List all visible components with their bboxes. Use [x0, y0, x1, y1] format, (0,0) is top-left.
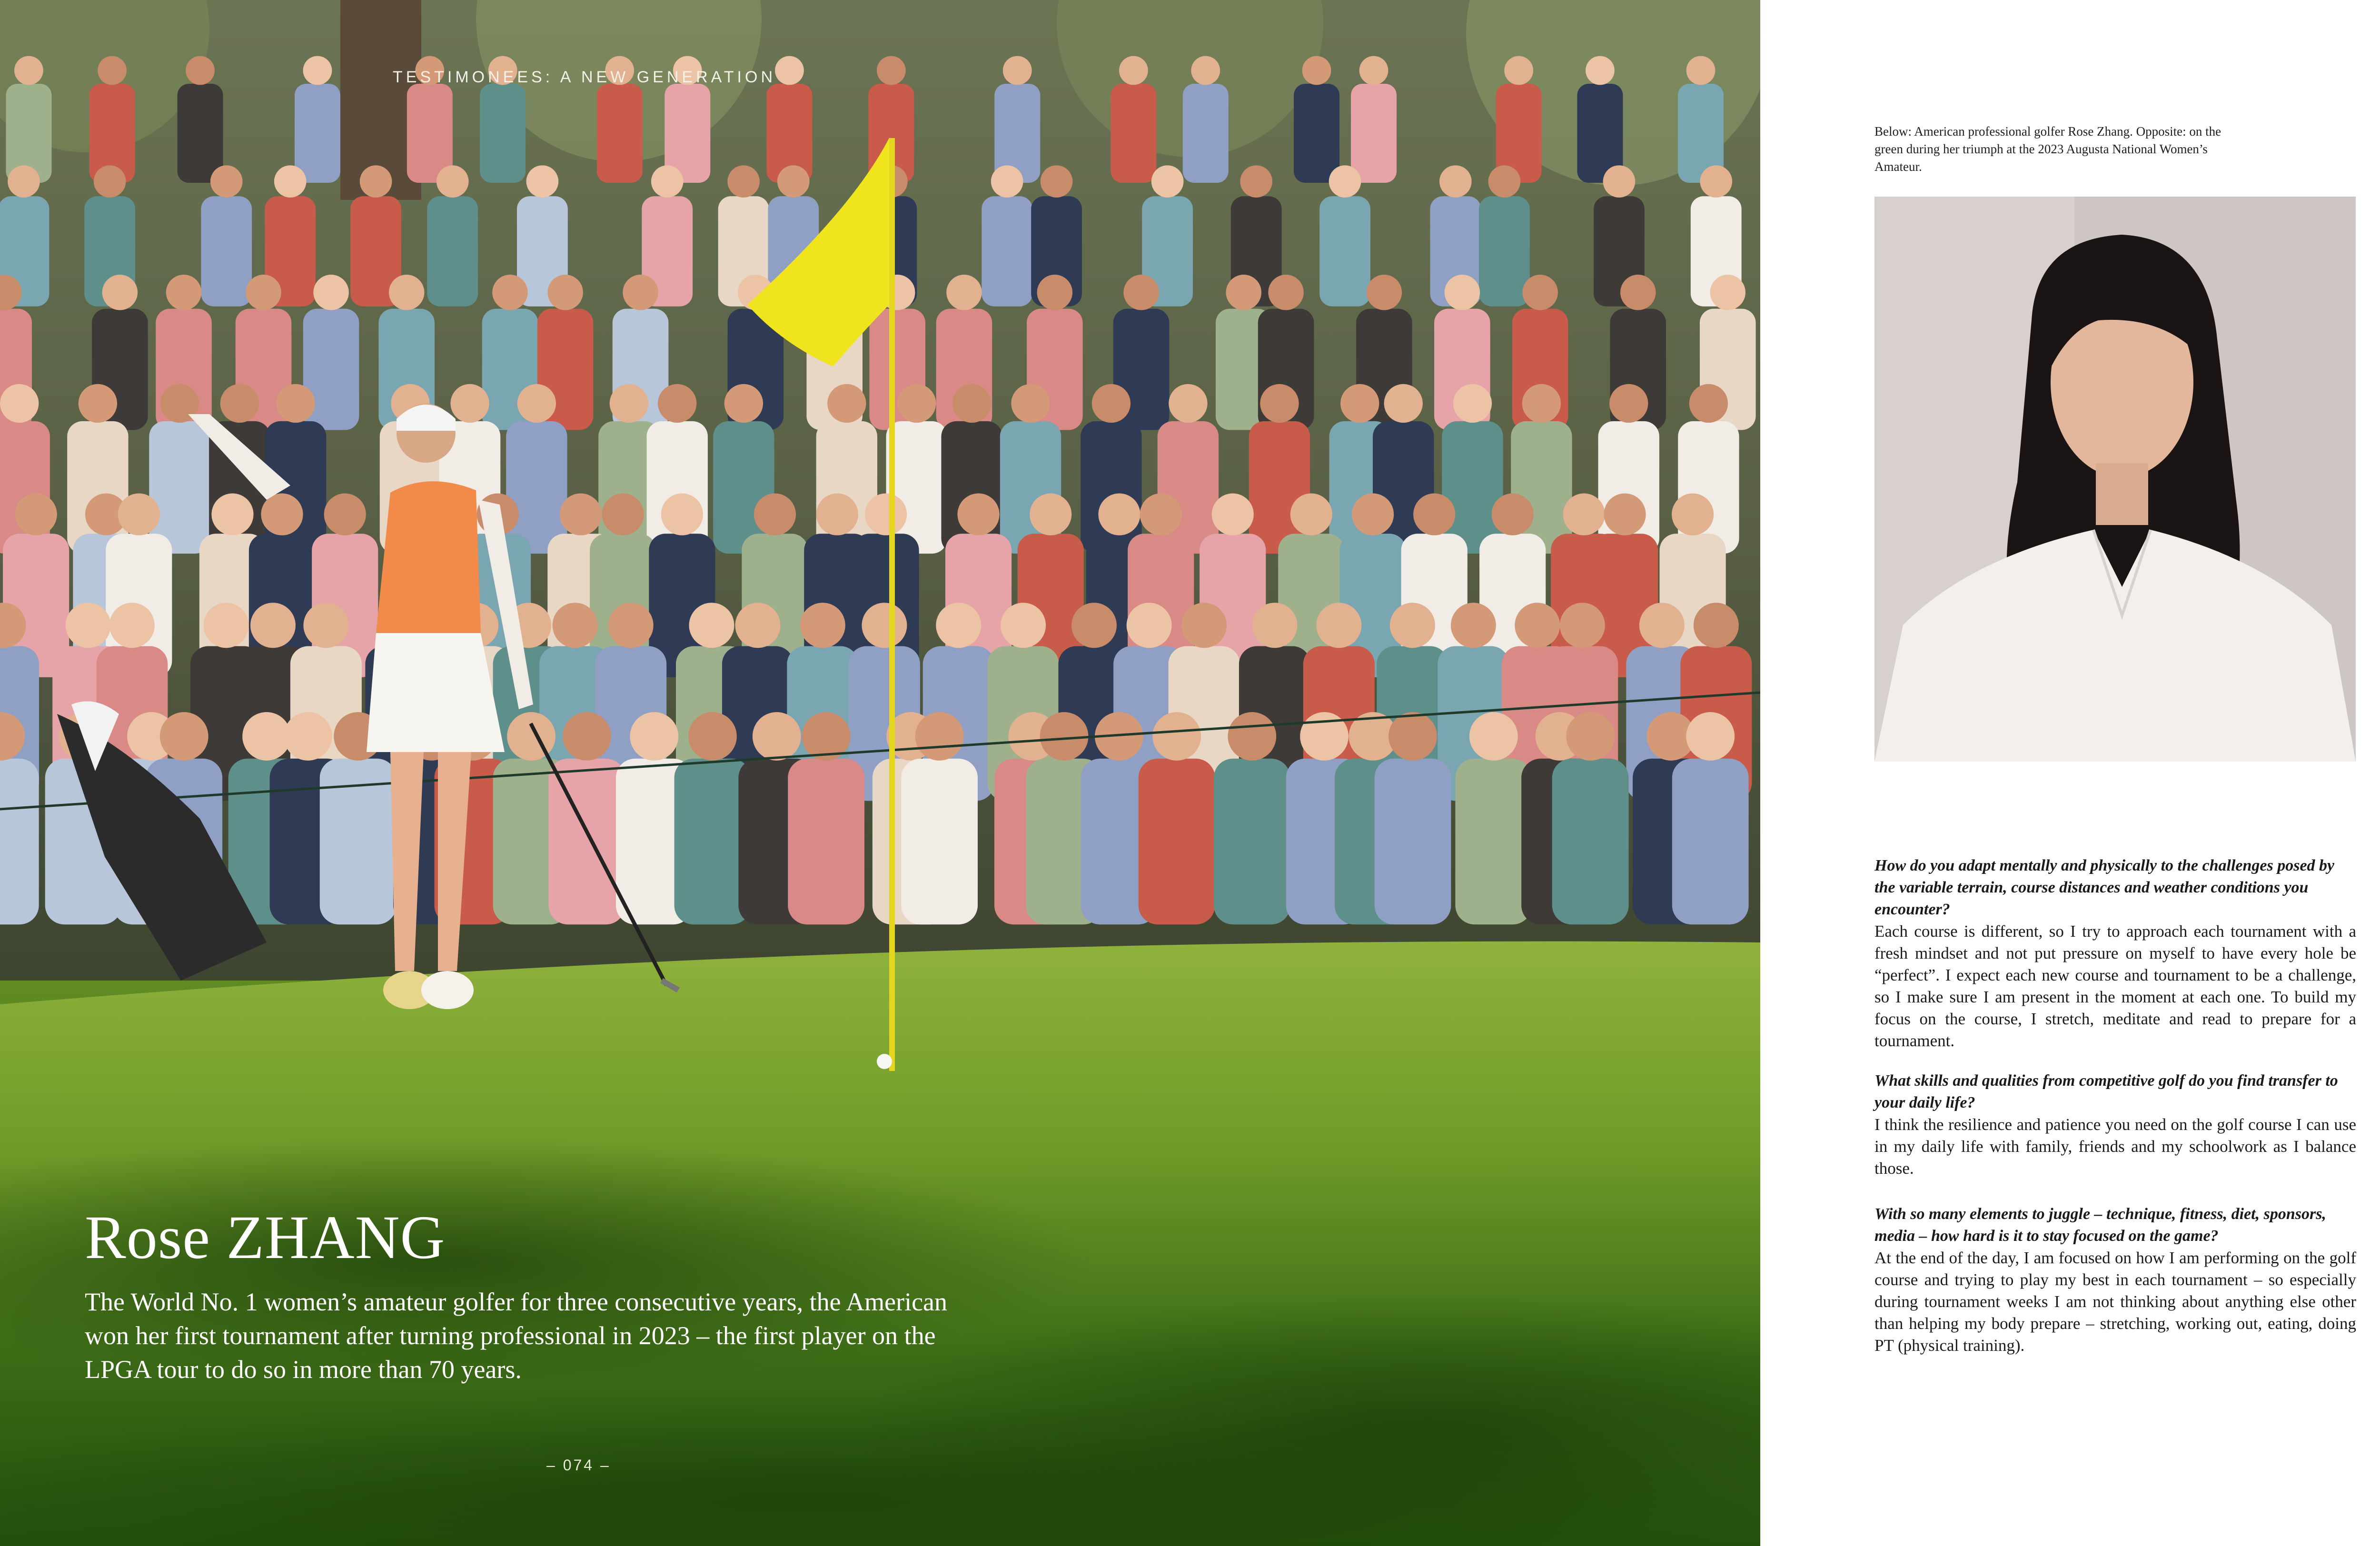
spectator-body — [1375, 759, 1451, 924]
spectator-head — [936, 603, 981, 648]
spectator-head — [877, 56, 906, 85]
spectator-body — [1139, 759, 1215, 924]
spectator-head — [1439, 165, 1472, 198]
spectator-head — [991, 165, 1023, 198]
question-text: How do you adapt mentally and physically to the challenges posed by the variable terrain, course distances and weather conditions you encounter? — [1874, 857, 2335, 918]
spectator-head — [630, 712, 678, 761]
spectator-head — [66, 603, 111, 648]
portrait-illustration — [1874, 197, 2356, 762]
spectator-head — [1689, 384, 1728, 423]
spectator-head — [1302, 56, 1331, 85]
spectator-body — [1111, 84, 1156, 183]
spectator-head — [897, 384, 936, 423]
photo-caption: Below: American professional golfer Rose Zhang. Opposite: on the green during her triumph at the 2023 Augusta National Women’s Amateur. — [1874, 124, 2221, 174]
spectator-head — [1384, 384, 1423, 423]
spectator-head — [608, 603, 654, 648]
spectator-head — [563, 712, 611, 761]
spectator-body — [901, 759, 978, 924]
spectator-head — [1515, 603, 1560, 648]
spectator-head — [1037, 275, 1072, 310]
spectator-head — [827, 384, 866, 423]
spectator-head — [651, 165, 684, 198]
spectator-head — [1352, 494, 1394, 535]
spectator-head — [727, 165, 760, 198]
spectator-head — [1604, 494, 1646, 535]
spectator-head — [1359, 56, 1388, 85]
spectator-head — [862, 603, 907, 648]
spectator-head — [1252, 603, 1297, 648]
spectator-head — [8, 165, 40, 198]
spectator-head — [1388, 712, 1437, 761]
spectator-head — [246, 275, 281, 310]
interview-qa-2 — [1874, 1070, 2356, 1179]
spectator-head — [389, 275, 424, 310]
spectator-head — [1228, 712, 1276, 761]
spectator-head — [661, 494, 703, 535]
spectator-head — [1492, 494, 1534, 535]
spectator-body — [788, 759, 864, 924]
spectator-head — [1151, 165, 1184, 198]
spectator-head — [1710, 275, 1745, 310]
spectator-head — [1030, 494, 1071, 535]
spectator-head — [102, 275, 138, 310]
spectator-body — [1672, 759, 1749, 924]
spectator-body — [1319, 196, 1370, 306]
spectator-head — [1140, 494, 1182, 535]
page-number: – 074 – — [546, 1457, 611, 1474]
spectator-head — [1390, 603, 1435, 648]
spectator-head — [1469, 712, 1518, 761]
spectator-head — [1566, 712, 1615, 761]
spectator-head — [1522, 275, 1557, 310]
spectator-head — [1340, 384, 1379, 423]
spectator-head — [1672, 494, 1714, 535]
spectator-head — [553, 603, 598, 648]
spectator-body — [1183, 84, 1229, 183]
spectator-head — [1563, 494, 1605, 535]
spectator-head — [0, 384, 39, 423]
spectator-head — [450, 384, 489, 423]
spectator-head — [915, 712, 964, 761]
spectator-head — [1123, 275, 1159, 310]
spectator-head — [1620, 275, 1656, 310]
spectator-head — [1127, 603, 1172, 648]
spectator-head — [1226, 275, 1261, 310]
spectator-head — [1639, 603, 1685, 648]
spectator-head — [1488, 165, 1521, 198]
spectator-head — [688, 712, 737, 761]
spectator-head — [210, 165, 243, 198]
spectator-head — [1268, 275, 1303, 310]
spectator-head — [1504, 56, 1533, 85]
question-text: With so many elements to juggle – technique, fitness, diet, sponsors, media – how hard is it to stay focused on the game? — [1874, 1205, 2326, 1245]
spectator-body — [201, 196, 252, 306]
spectator-head — [94, 165, 126, 198]
interview-page — [1760, 0, 2380, 1546]
spectator-head — [957, 494, 999, 535]
spectator-head — [724, 384, 763, 423]
spectator-head — [1686, 712, 1735, 761]
spectator-head — [658, 384, 696, 423]
spectator-head — [324, 494, 366, 535]
spectator-head — [1453, 384, 1492, 423]
spectator-head — [1260, 384, 1299, 423]
spectator-head — [816, 494, 858, 535]
spectator-head — [1191, 56, 1220, 85]
spectator-head — [560, 494, 602, 535]
spectator-head — [1092, 384, 1130, 423]
spectator-head — [204, 603, 249, 648]
spectator-head — [775, 56, 804, 85]
spectator-head — [1098, 494, 1140, 535]
spectator-body — [480, 84, 526, 183]
spectator-head — [754, 494, 796, 535]
spectator-head — [118, 494, 160, 535]
spectator-head — [284, 712, 332, 761]
spectator-head — [1003, 56, 1032, 85]
spectator-body — [149, 421, 210, 554]
spectator-head — [1316, 603, 1361, 648]
spectator-head — [109, 603, 155, 648]
spectator-head — [1700, 165, 1732, 198]
spectator-head — [276, 384, 315, 423]
spectator-body — [0, 759, 39, 924]
spectator-head — [1240, 165, 1272, 198]
spectator-head — [313, 275, 348, 310]
spectator-head — [952, 384, 991, 423]
spectator-head — [14, 56, 43, 85]
spectator-body — [1455, 759, 1532, 924]
spectator-head — [1694, 603, 1739, 648]
spectator-head — [274, 165, 307, 198]
spectator-head — [1445, 275, 1480, 310]
spectator-body — [597, 84, 643, 183]
spectator-head — [1071, 603, 1117, 648]
spectator-head — [1212, 494, 1254, 535]
spectator-head — [166, 275, 201, 310]
spectator-body — [982, 196, 1032, 306]
spectator-head — [1686, 56, 1716, 85]
spectator-head — [436, 165, 469, 198]
spectator-head — [1119, 56, 1148, 85]
spectator-head — [1169, 384, 1207, 423]
feature-title: Rose ZHANG — [85, 1203, 446, 1272]
question-text: What skills and qualities from competitive golf do you find transfer to your daily life? — [1874, 1072, 2338, 1111]
spectator-head — [689, 603, 734, 648]
spectator-head — [623, 275, 658, 310]
interview-qa-1 — [1874, 855, 2356, 1052]
spectator-head — [79, 384, 117, 423]
spectator-body — [178, 84, 223, 183]
spectator-head — [242, 712, 291, 761]
spectator-head — [261, 494, 303, 535]
spectator-body — [295, 84, 340, 183]
spectator-head — [220, 384, 259, 423]
spectator-head — [865, 494, 907, 535]
portrait-photo — [1874, 197, 2356, 762]
running-head: TESTIMONEES: A NEW GENERATION — [393, 68, 776, 86]
spectator-head — [160, 712, 208, 761]
spectator-head — [777, 165, 810, 198]
spectator-head — [1001, 603, 1046, 648]
spectator-head — [250, 603, 296, 648]
spectator-body — [1552, 759, 1629, 924]
spectator-head — [517, 384, 556, 423]
spectator-head — [15, 494, 57, 535]
spectator-head — [602, 494, 644, 535]
spectator-head — [526, 165, 559, 198]
spectator-head — [1603, 165, 1636, 198]
spectator-head — [1413, 494, 1455, 535]
spectator-body — [1214, 759, 1290, 924]
spectator-head — [1451, 603, 1496, 648]
spectator-head — [1329, 165, 1361, 198]
spectator-head — [1152, 712, 1201, 761]
spectator-head — [492, 275, 527, 310]
spectator-head — [186, 56, 215, 85]
spectator-head — [1011, 384, 1050, 423]
spectator-head — [1041, 165, 1073, 198]
spectator-head — [1560, 603, 1605, 648]
spectator-head — [1367, 275, 1402, 310]
spectator-head — [800, 603, 845, 648]
spectator-head — [1609, 384, 1648, 423]
spectator-head — [360, 165, 392, 198]
spectator-head — [1586, 56, 1615, 85]
spectator-head — [610, 384, 648, 423]
spectator-head — [303, 603, 348, 648]
spectator-body — [427, 196, 478, 306]
golf-ball — [877, 1054, 892, 1069]
spectator-head — [946, 275, 982, 310]
spectator-head — [753, 712, 801, 761]
spectator-body — [1351, 84, 1397, 183]
feature-intro: The World No. 1 women’s amateur golfer for three consecutive years, the American won her first tournament after turning professional in 2023 – the first player on the LPGA tour to do so in more than 70 years. — [85, 1288, 948, 1384]
answer-text: At the end of the day, I am focused on how I am performing on the golf course and trying to play my best in each tournament – so especially during tournament weeks I am not thinking about anything else other than helping my body prepare – stretching, working out, eating, doing PT (physical training). — [1874, 1249, 2356, 1355]
flagstick — [889, 138, 895, 1071]
spectator-head — [735, 603, 780, 648]
answer-text: Each course is different, so I try to approach each tournament with a fresh mindset and not put pressure on myself to have every hole be “perfect”. I expect each new course and tournament to be a challenge, so I make sure I am present in the moment at each one. To build my focus on the course, I stretch, meditate and read to prepare for a tournament. — [1874, 922, 2356, 1050]
answer-text: I think the resilience and patience you need on the golf course I can use in my daily life with family, friends and my schoolwork as I balance those. — [1874, 1115, 2356, 1178]
spectator-head — [1181, 603, 1227, 648]
spectator-head — [1522, 384, 1561, 423]
spectator-head — [1040, 712, 1089, 761]
spectator-head — [547, 275, 583, 310]
spectator-head — [303, 56, 332, 85]
spectator-body — [1479, 196, 1530, 306]
spectator-head — [1290, 494, 1332, 535]
spectator-body — [1294, 84, 1339, 183]
spectator-head — [211, 494, 253, 535]
interview-qa-3 — [1874, 1203, 2356, 1357]
spectator-head — [98, 56, 127, 85]
